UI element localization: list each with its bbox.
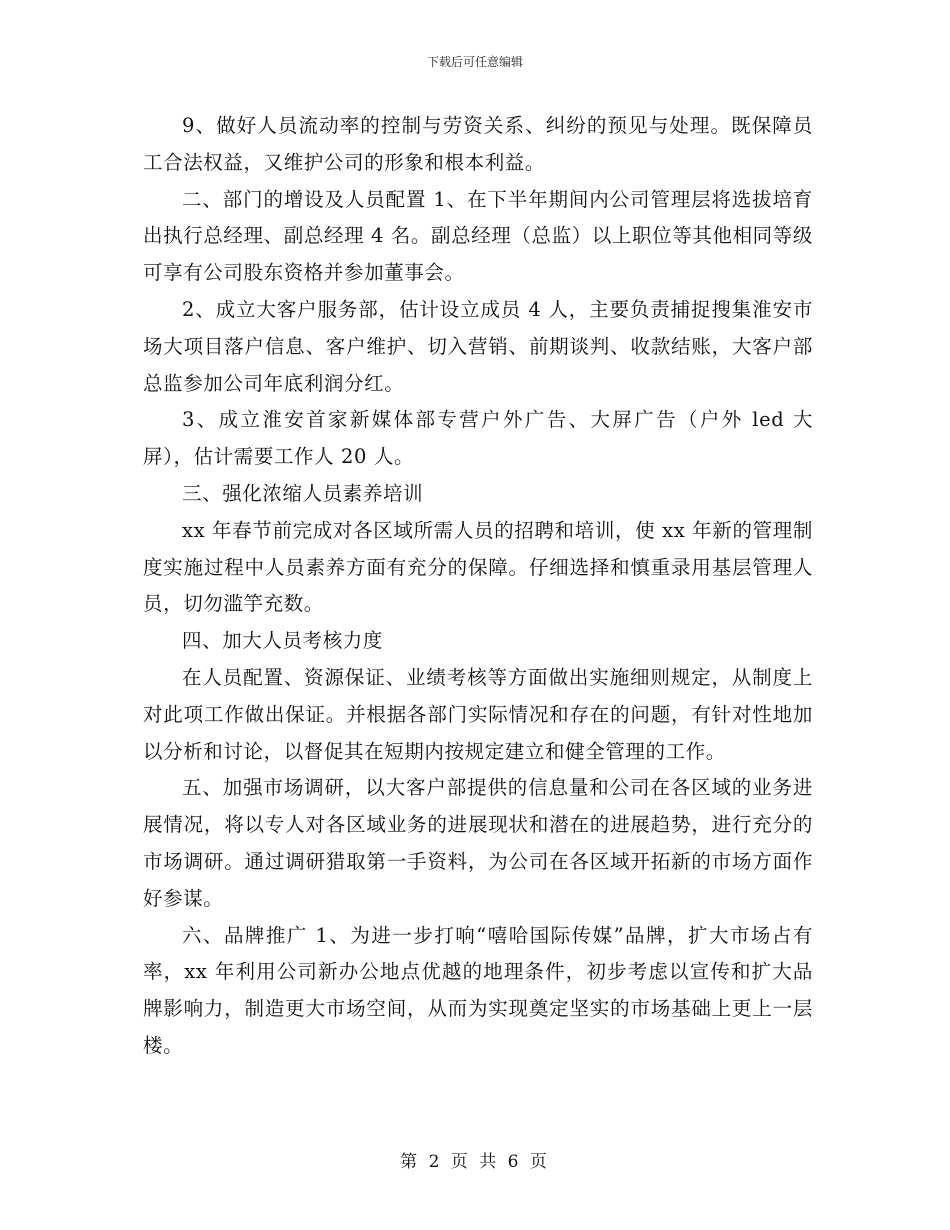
paragraph-assessment: 在人员配置、资源保证、业绩考核等方面做出实施细则规定，从制度上对此项工作做出保证。并根据各部门实际情况和存在的问题，有针对性地加以分析和讨论，以督促其在短期内按规定建立和健全管理的工作。 (143, 665, 813, 763)
paragraph-key-account-dept: 2、成立大客户服务部，估计设立成员 4 人，主要负责捕捉搜集淮安市场大项目落户信息、客户维护、切入营销、前期谈判、收款结账，大客户部总监参加公司年底利润分红。 (143, 297, 813, 395)
document-body (143, 108, 813, 1065)
paragraph-staff-turnover: 9、做好人员流动率的控制与劳资关系、纠纷的预见与处理。既保障员工合法权益，又维护公司的形象和根本利益。 (143, 114, 813, 174)
paragraph-new-media-dept: 3、成立淮安首家新媒体部专营户外广告、大屏广告（户外 led 大屏），估计需要工作人 20 人。 (143, 408, 813, 469)
paragraph-brand-promotion: 六、品牌推广 1、为进一步打响“嘻哈国际传媒”品牌，扩大市场占有率，xx 年利用公司新办公地点优越的地理条件，初步考虑以宣传和扩大品牌影响力，制造更大市场空间，从而为实现奠定坚实的市场基础上更上一层楼。 (143, 923, 813, 1057)
page-header: 下载后可任意编辑 (426, 55, 523, 69)
heading-assessment: 四、加大人员考核力度 (182, 629, 384, 653)
paragraph-department-setup: 二、部门的增设及人员配置 1、在下半年期间内公司管理层将选拔培育出执行总经理、副总经理 4 名。副总经理（总监）以上职位等其他相同等级可享有公司股东资格并参加董事会。 (143, 187, 813, 285)
heading-training: 三、强化浓缩人员素养培训 (182, 481, 424, 505)
page-number: 第 2 页 共 6 页 (400, 1152, 550, 1172)
paragraph-training: xx 年春节前完成对各区域所需人员的招聘和培训，使 xx 年新的管理制度实施过程中人员素养方面有充分的保障。仔细选择和慎重录用基层管理人员，切勿滥竽充数。 (143, 518, 813, 616)
paragraph-market-research: 五、加强市场调研，以大客户部提供的信息量和公司在各区域的业务进展情况，将以专人对各区域业务的进展现状和潜在的进展趋势，进行充分的市场调研。通过调研猎取第一手资料，为公司在各区域开拓新的市场方面作好参谋。 (143, 776, 813, 910)
